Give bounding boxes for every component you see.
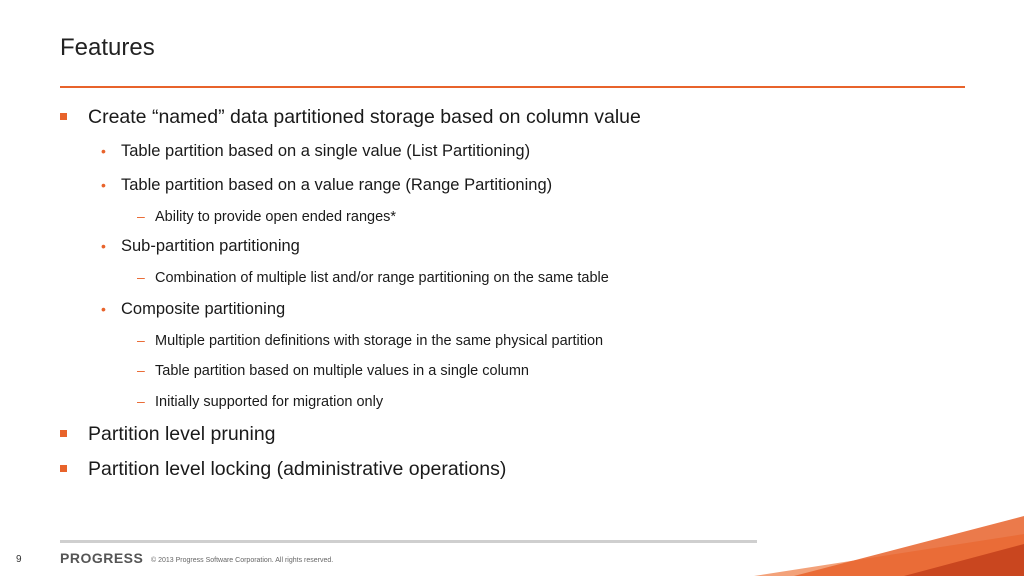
bullet-item: Partition level pruning [88, 423, 276, 445]
progress-logo: PROGRESS [60, 550, 144, 566]
copyright-text: © 2013 Progress Software Corporation. All rights reserved. [151, 557, 334, 564]
dash-bullet-icon: – [137, 393, 145, 409]
bullet-item: Initially supported for migration only [155, 394, 384, 410]
bullet-item: Ability to provide open ended ranges* [155, 209, 397, 225]
page-number: 9 [16, 554, 22, 565]
square-bullet-icon [60, 465, 67, 472]
footer-divider [60, 540, 757, 543]
bullet-item: Create “named” data partitioned storage based on column value [88, 106, 641, 128]
corner-decoration-icon [754, 516, 1024, 576]
bullet-item: Partition level locking (administrative operations) [88, 458, 507, 480]
bullet-item: Combination of multiple list and/or range partitioning on the same table [155, 270, 609, 286]
bullet-item: Sub-partition partitioning [121, 237, 300, 255]
square-bullet-icon [60, 113, 67, 120]
dash-bullet-icon: – [137, 362, 145, 378]
dash-bullet-icon: – [137, 269, 145, 285]
bullet-item: Composite partitioning [121, 300, 286, 318]
dot-bullet-icon: • [101, 238, 106, 254]
dash-bullet-icon: – [137, 208, 145, 224]
square-bullet-icon [60, 430, 67, 437]
bullet-item: Table partition based on a value range (Range Partitioning) [121, 176, 553, 194]
title-divider [60, 86, 965, 88]
dot-bullet-icon: • [101, 177, 106, 193]
dot-bullet-icon: • [101, 143, 106, 159]
dot-bullet-icon: • [101, 301, 106, 317]
bullet-item: Table partition based on multiple values in a single column [155, 363, 529, 379]
bullet-item: Table partition based on a single value (List Partitioning) [121, 142, 531, 160]
slide-title: Features [60, 34, 155, 61]
dash-bullet-icon: – [137, 332, 145, 348]
bullet-item: Multiple partition definitions with storage in the same physical partition [155, 333, 604, 349]
